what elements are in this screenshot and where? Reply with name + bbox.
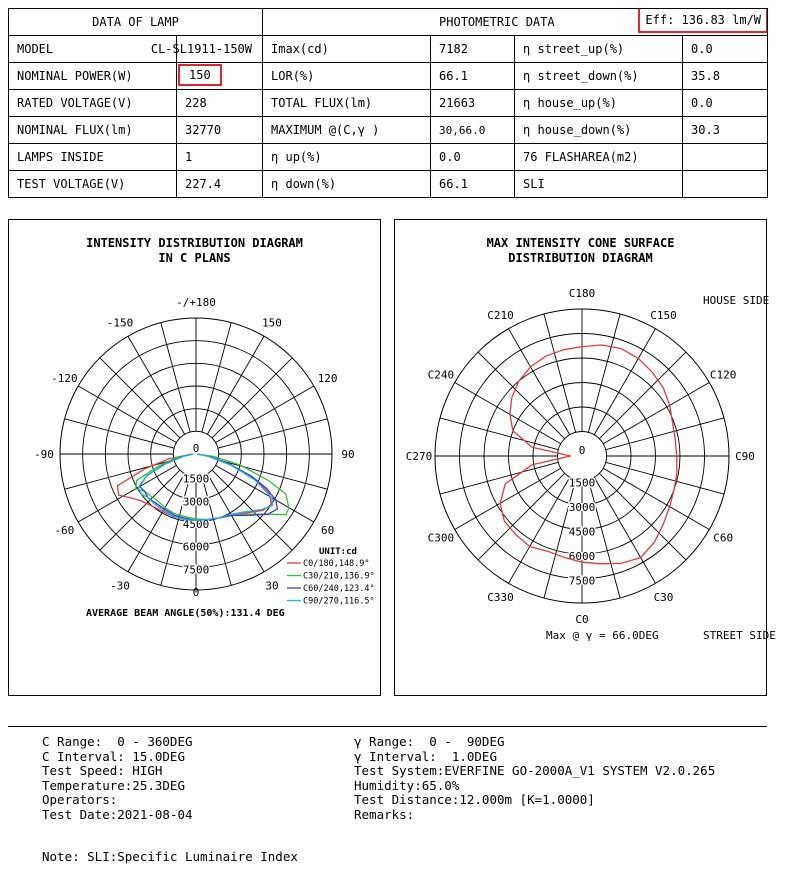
chart2-title: MAX INTENSITY CONE SURFACE: [486, 236, 675, 250]
radial-tick-label: 7500: [568, 574, 596, 588]
radial-tick-label: 0: [192, 442, 200, 455]
angle-label: C120: [709, 368, 737, 382]
angle-label: 0: [192, 586, 200, 599]
table-row: [9, 90, 768, 117]
table-row: [9, 171, 768, 198]
eta-down-label: η down(%): [263, 171, 431, 198]
c-range: C Range: 0 - 360DEG: [42, 734, 193, 749]
grid-spoke: [218, 419, 327, 448]
eta-down-value: 66.1: [431, 171, 515, 198]
test-info-left: [42, 735, 193, 823]
rated-voltage-label: RATED VOLTAGE(V): [9, 90, 177, 117]
table-row: [9, 63, 768, 90]
grid-spoke: [100, 358, 180, 438]
photometric-header-cell: [263, 9, 768, 36]
radial-tick-label: 4500: [182, 518, 210, 531]
grid-spoke: [544, 314, 576, 432]
grid-spoke: [212, 470, 292, 550]
eta-up-label: η up(%): [263, 144, 431, 171]
lamp-data-table: [8, 8, 768, 198]
humidity: Humidity:65.0%: [354, 777, 460, 793]
angle-label: 60: [321, 524, 335, 537]
angle-label: -60: [54, 524, 75, 537]
data-of-lamp-header: DATA OF LAMP: [9, 9, 263, 36]
temperature: Temperature:25.3DEG: [42, 777, 185, 793]
c-interval: C Interval: 15.0DEG: [42, 748, 185, 764]
remarks: Remarks:: [354, 806, 415, 822]
imax-value: 7182: [431, 36, 515, 63]
sli-value: [683, 171, 768, 198]
grid-spoke: [440, 418, 558, 450]
test-speed: Test Speed: HIGH: [42, 763, 163, 779]
house-side-label: HOUSE SIDE: [703, 294, 770, 307]
intensity-polar-chart: [9, 220, 380, 695]
test-info-right: [354, 735, 715, 823]
test-distance: Test Distance:12.000m [K=1.0000]: [354, 792, 595, 808]
max-gamma-label: Max @ γ = 66.0DEG: [546, 629, 659, 642]
legend-label: C0/180,148.9°: [303, 559, 370, 569]
grid-spoke: [478, 352, 565, 439]
grid-spoke: [218, 460, 327, 489]
radial-tick-label: 1500: [568, 476, 596, 490]
total-flux-label: TOTAL FLUX(lm): [263, 90, 431, 117]
lor-value: 66.1: [431, 63, 515, 90]
house-up-value: 0.0: [683, 90, 768, 117]
radial-tick-label: 4500: [568, 525, 596, 539]
grid-spoke: [478, 473, 565, 560]
nominal-power-label: NOMINAL POWER(W): [9, 63, 177, 90]
radial-tick-label: 0: [578, 444, 586, 457]
angle-label: 120: [317, 372, 338, 385]
grid-spoke: [599, 473, 686, 560]
angle-label: -120: [51, 372, 78, 385]
grid-spoke: [65, 419, 174, 448]
maximum-value: 30,66.0: [431, 117, 515, 144]
chart1-subtitle: IN C PLANS: [158, 251, 231, 265]
model-label: MODEL: [9, 36, 177, 63]
angle-label: 90: [341, 448, 355, 461]
grid-spoke: [606, 462, 724, 494]
average-beam-angle: AVERAGE BEAM ANGLE(50%):131.4 DEG: [86, 608, 285, 619]
maximum-label: MAXIMUM @(C,γ ): [263, 117, 431, 144]
radial-tick-label: 1500: [182, 472, 210, 486]
radial-tick-label: 6000: [568, 550, 596, 563]
angle-label: -30: [110, 579, 130, 593]
test-system: Test System:EVERFINE GO-2000A_V1 SYSTEM V2.0.265: [354, 763, 716, 779]
grid-spoke: [606, 418, 724, 450]
intensity-distribution-panel: [8, 219, 381, 696]
angle-label: C300: [427, 531, 455, 545]
angle-label: C330: [487, 591, 514, 605]
angle-label: -150: [106, 316, 134, 330]
grid-spoke: [588, 314, 620, 432]
grid-spoke: [202, 323, 231, 432]
nominal-flux-label: NOMINAL FLUX(lm): [9, 117, 177, 144]
lamps-inside-label: LAMPS INSIDE: [9, 144, 177, 171]
chart1-title: INTENSITY DISTRIBUTION DIAGRAM: [86, 236, 303, 250]
lor-label: LOR(%): [263, 63, 431, 90]
legend-label: C90/270,116.5°: [303, 596, 375, 607]
flash-area-value: [683, 144, 768, 171]
angle-label: C90: [735, 450, 755, 463]
angle-label: C30: [653, 591, 674, 605]
photometric-header: PHOTOMETRIC DATA: [439, 15, 555, 29]
test-voltage-label: TEST VOLTAGE(V): [9, 171, 177, 198]
divider: [8, 726, 767, 727]
grid-spoke: [440, 462, 558, 494]
flash-area-label: 76 FLASHAREA(m2): [515, 144, 683, 171]
table-row: [9, 144, 768, 171]
note: Note: SLI:Specific Luminaire Index: [42, 849, 298, 864]
angle-label: C0: [575, 613, 589, 626]
house-down-value: 30.3: [683, 117, 768, 144]
max-intensity-cone-panel: [394, 219, 776, 696]
total-flux-value: 21663: [431, 90, 515, 117]
radial-tick-label: 3000: [182, 495, 210, 509]
chart2-subtitle: DISTRIBUTION DIAGRAM: [508, 251, 653, 265]
angle-label: C180: [568, 287, 596, 300]
imax-label: Imax(cd): [263, 36, 431, 63]
angle-label: -/+180: [176, 296, 216, 309]
grid-spoke: [212, 358, 292, 438]
test-date: Test Date:2021-08-04: [42, 806, 193, 822]
model-value: CL-SL1911-150W: [177, 36, 263, 63]
efficacy-value: Eff: 136.83 lm/W: [639, 9, 767, 33]
table-row: [9, 36, 768, 63]
street-down-value: 35.8: [683, 63, 768, 90]
unit-label: UNIT:cd: [319, 547, 357, 557]
street-up-value: 0.0: [683, 36, 768, 63]
nominal-power-cell: [177, 63, 263, 90]
legend-label: C60/240,123.4°: [303, 584, 375, 594]
angle-label: C60: [713, 531, 734, 545]
angle-label: 150: [262, 316, 282, 330]
sli-label: SLI: [515, 171, 683, 198]
eta-up-value: 0.0: [431, 144, 515, 171]
house-up-label: η house_up(%): [515, 90, 683, 117]
radial-tick-label: 6000: [182, 540, 210, 554]
gamma-range: γ Range: 0 - 90DEG: [354, 734, 505, 749]
angle-label: C150: [650, 308, 677, 322]
angle-label: -90: [34, 448, 54, 461]
lamps-inside-value: 1: [177, 144, 263, 171]
radial-tick-label: 3000: [568, 501, 596, 514]
angle-label: 30: [265, 579, 279, 593]
angle-label: C270: [405, 450, 433, 463]
test-voltage-value: 227.4: [177, 171, 263, 198]
operators: Operators:: [42, 792, 118, 808]
cone-polar-chart: [395, 220, 776, 695]
radial-tick-label: 7500: [182, 563, 210, 577]
legend-label: C30/210,136.9°: [303, 571, 375, 582]
rated-voltage-value: 228: [177, 90, 263, 117]
street-down-label: η street_down(%): [515, 63, 683, 90]
street-up-label: η street_up(%): [515, 36, 683, 63]
street-side-label: STREET SIDE: [703, 629, 776, 642]
table-row: [9, 117, 768, 144]
nominal-power-value: 150: [179, 65, 221, 85]
house-down-label: η house_down(%): [515, 117, 683, 144]
gamma-interval: γ Interval: 1.0DEG: [354, 748, 497, 764]
angle-label: C210: [487, 308, 514, 322]
angle-label: C240: [427, 368, 455, 382]
nominal-flux-value: 32770: [177, 117, 263, 144]
grid-spoke: [161, 323, 190, 432]
